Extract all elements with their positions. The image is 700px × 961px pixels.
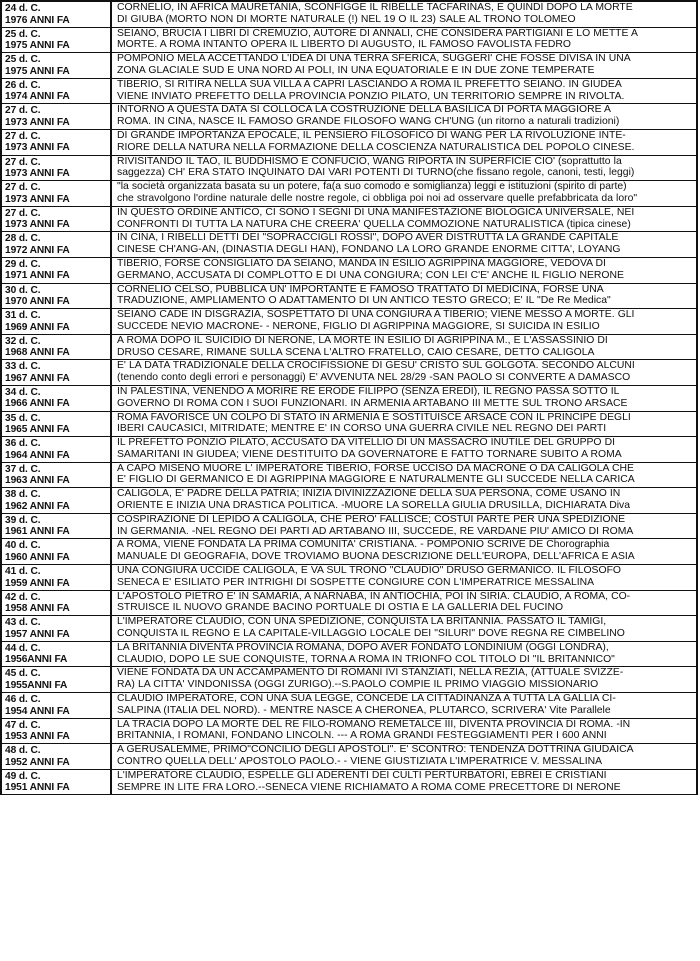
year-label: 45 d. C. — [5, 668, 41, 680]
event-text-line: SALPINA (ITALIA DEL NORD). - MENTRE NASCE A CHERONEA, PLUTARCO, SCRIVERA' Vite Parallele — [117, 704, 611, 716]
year-label: 44 d. C. — [5, 642, 41, 654]
event-text-line: che stravolgono l'ordine naturale delle nostre regole, ci obbliga poi noi ad osservare quelle prefabbricata da loro" — [117, 192, 638, 204]
years-ago-label: 1975 ANNI FA — [5, 40, 70, 52]
event-text-cell — [112, 463, 698, 488]
event-text-cell — [112, 693, 698, 718]
years-ago-label: 1957 ANNI FA — [5, 628, 70, 640]
event-text-cell — [112, 616, 698, 641]
event-text-cell — [112, 770, 698, 795]
timeline-row — [2, 616, 698, 642]
event-text-line: IBERI CAUCASICI, MITRIDATE; MENTRE E' IN CORSO UNA GUERRA CIVILE NEL REGNO DEI PARTI — [117, 423, 607, 435]
years-ago-label: 1970 ANNI FA — [5, 296, 70, 308]
date-cell — [2, 539, 112, 564]
event-text-line: MORTE. A ROMA INTANTO OPERA IL LIBERTO DI AUGUSTO, IL FAMOSO FAVOLISTA FEDRO — [117, 39, 571, 51]
date-cell — [2, 284, 112, 309]
timeline-row — [2, 770, 698, 796]
years-ago-label: 1963 ANNI FA — [5, 475, 70, 487]
years-ago-label: 1973 ANNI FA — [5, 168, 70, 180]
event-text-line: IN CINA, I RIBELLI DETTI DEI "SOPRACCIGLI ROSSI", DOPO AVER DISTRUTTA LA GRANDE CAPITALE — [117, 232, 619, 244]
year-label: 33 d. C. — [5, 361, 41, 373]
years-ago-label: 1962 ANNI FA — [5, 500, 70, 512]
year-label: 26 d. C. — [5, 79, 41, 91]
event-text-cell — [112, 642, 698, 667]
date-cell — [2, 667, 112, 692]
year-label: 48 d. C. — [5, 745, 41, 757]
date-cell — [2, 360, 112, 385]
event-text-line: A GERUSALEMME, PRIMO"CONCILIO DEGLI APOSTOLI". E' SCONTRO: TENDENZA DOTTRINA GIUDAICA — [117, 744, 634, 756]
event-text-line: CORNELIO CELSO, PUBBLICA UN' IMPORTANTE E FAMOSO TRATTATO DI MEDICINA, FORSE UNA — [117, 283, 604, 295]
timeline-row — [2, 258, 698, 284]
years-ago-label: 1967 ANNI FA — [5, 372, 70, 384]
event-text-line: SEIANO, BRUCIA I LIBRI DI CREMUZIO, AUTORE DI ANNALI, CHE CONSIDERA PARTIGIANI E LO METTE A — [117, 27, 638, 39]
event-text-line: TRADUZIONE, AMPLIAMENTO O ADATTAMENTO DI UN ANTICO TESTO GRECO; E' IL "De Re Medica" — [117, 295, 611, 307]
date-cell — [2, 642, 112, 667]
year-label: 42 d. C. — [5, 591, 41, 603]
event-text-line: A ROMA, VIENE FONDATA LA PRIMA COMUNITA' CRISTIANA. - POMPONIO SCRIVE DE Chorographia — [117, 539, 610, 551]
year-label: 35 d. C. — [5, 412, 41, 424]
event-text-line: DI GIUBA (MORTO NON DI MORTE NATURALE (!) NEL 19 O IL 23) SALE AL TRONO TOLOMEO — [117, 13, 576, 25]
date-cell — [2, 130, 112, 155]
timeline-row — [2, 156, 698, 182]
event-text-cell — [112, 412, 698, 437]
year-label: 46 d. C. — [5, 694, 41, 706]
event-text-line: VIENE INVIATO PREFETTO DELLA PROVINCIA PONZIO PILATO, UN TERRITORIO SEMPRE IN RIVOLTA. — [117, 90, 625, 102]
event-text-cell — [112, 386, 698, 411]
event-text-cell — [112, 744, 698, 769]
event-text-line: L'IMPERATORE CLAUDIO, ESPELLE GLI ADERENTI DEI CULTI PERTURBATORI, EBREI E CRISTIANI — [117, 769, 607, 781]
year-label: 39 d. C. — [5, 514, 41, 526]
timeline-row — [2, 284, 698, 310]
event-text-cell — [112, 104, 698, 129]
years-ago-label: 1958 ANNI FA — [5, 603, 70, 615]
years-ago-label: 1955ANNI FA — [5, 679, 68, 691]
timeline-row — [2, 232, 698, 258]
timeline-row — [2, 437, 698, 463]
years-ago-label: 1968 ANNI FA — [5, 347, 70, 359]
event-text-line: CORNELIO, IN AFRICA MAURETANIA, SCONFIGGE IL RIBELLE TACFARINAS, E QUINDI DOPO LA MORTE — [117, 2, 633, 13]
years-ago-label: 1975 ANNI FA — [5, 65, 70, 77]
date-cell — [2, 719, 112, 744]
event-text-line: "la società organizzata basata su un potere, fa(a suo comodo e somiglianza) leggi e istituzioni (spirito di parte) — [117, 181, 627, 193]
event-text-line: LA BRITANNIA DIVENTA PROVINCIA ROMANA, DOPO AVER FONDATO LONDINIUM (OGGI LONDRA), — [117, 641, 609, 653]
event-text-cell — [112, 591, 698, 616]
event-text-line: POMPONIO MELA ACCETTANDO L'IDEA DI UNA TERRA SFERICA, SUGGERI' CHE FOSSE DIVISA IN UNA — [117, 53, 631, 65]
timeline-row — [2, 744, 698, 770]
date-cell — [2, 156, 112, 181]
event-text-line: CINESE CH'ANG-AN, (DINASTIA DEGLI HAN), FONDANO LA LORO GRANDE ENORME CITTA', LOYANG — [117, 244, 621, 256]
event-text-line: ROMA FAVORISCE UN COLPO DI STATO IN ARMENIA E SOSTITUISCE ARSACE CON IL PRINCIPE DEGLI — [117, 411, 631, 423]
event-text-cell — [112, 181, 698, 206]
event-text-line: GOVERNO DI ROMA CON I SUOI FUNZIONARI. IN ARMENIA ARTABANO III METTE SUL TRONO ARSACE — [117, 397, 628, 409]
event-text-cell — [112, 514, 698, 539]
timeline-row — [2, 360, 698, 386]
date-cell — [2, 207, 112, 232]
year-label: 49 d. C. — [5, 770, 41, 782]
years-ago-label: 1959 ANNI FA — [5, 577, 70, 589]
year-label: 47 d. C. — [5, 719, 41, 731]
timeline-row — [2, 181, 698, 207]
event-text-line: L'APOSTOLO PIETRO E' IN SAMARIA, A NARNABA, IN ANTIOCHIA, POI IN SIRIA. CLAUDIO, A ROMA, CO- — [117, 590, 631, 602]
year-label: 43 d. C. — [5, 617, 41, 629]
event-text-cell — [112, 130, 698, 155]
event-text-line: A CAPO MISENO MUORE L' IMPERATORE TIBERIO, FORSE UCCISO DA MACRONE O DA CALIGOLA CHE — [117, 462, 634, 474]
years-ago-label: 1964 ANNI FA — [5, 449, 70, 461]
years-ago-label: 1973 ANNI FA — [5, 116, 70, 128]
event-text-line: ROMA. IN CINA, NASCE IL FAMOSO GRANDE FILOSOFO WANG CH'UNG (un ritorno a naturali tradizioni) — [117, 116, 620, 128]
event-text-cell — [112, 28, 698, 53]
year-label: 31 d. C. — [5, 310, 41, 322]
event-text-line: A ROMA DOPO IL SUICIDIO DI NERONE, LA MORTE IN ESILIO DI AGRIPPINA M., E L'ASSASSINIO DI — [117, 334, 608, 346]
year-label: 27 d. C. — [5, 207, 41, 219]
date-cell — [2, 488, 112, 513]
timeline-row — [2, 488, 698, 514]
year-label: 40 d. C. — [5, 540, 41, 552]
event-text-line: L'IMPERATORE CLAUDIO, CON UNA SPEDIZIONE, CONQUISTA LA BRITANNIA. PASSATO IL TAMIGI, — [117, 616, 607, 628]
year-label: 25 d. C. — [5, 28, 41, 40]
event-text-cell — [112, 309, 698, 334]
event-text-cell — [112, 565, 698, 590]
year-label: 28 d. C. — [5, 233, 41, 245]
years-ago-label: 1954 ANNI FA — [5, 705, 70, 717]
event-text-cell — [112, 335, 698, 360]
date-cell — [2, 412, 112, 437]
event-text-line: GERMANO, ACCUSATA DI COMPLOTTO E DI UNA CONGIURA; CON LEI C'E' ANCHE IL FIGLIO NERONE — [117, 269, 624, 281]
event-text-line: RIORE DELLA NATURA NELLA FORMAZIONE DELLA COSCIENZA NATURALISTICA DEL POPOLO CINESE. — [117, 141, 635, 153]
date-cell — [2, 2, 112, 27]
event-text-line: IL PREFETTO PONZIO PILATO, ACCUSATO DA VITELLIO DI UN MASSACRO INUTILE DEL GRUPPO DI — [117, 437, 615, 449]
year-label: 32 d. C. — [5, 335, 41, 347]
event-text-cell — [112, 719, 698, 744]
year-label: 25 d. C. — [5, 54, 41, 66]
event-text-line: BRITANNIA, I ROMANI, FONDANO LINCOLN. --- A ROMA GRANDI FESTEGGIAMENTI PER I 600 ANNI — [117, 730, 607, 742]
year-label: 27 d. C. — [5, 130, 41, 142]
event-text-line: LA TRACIA DOPO LA MORTE DEL RE FILO-ROMANO REMETALCE III, DIVENTA PROVINCIA DI ROMA. -IN — [117, 718, 631, 730]
event-text-cell — [112, 156, 698, 181]
year-label: 36 d. C. — [5, 438, 41, 450]
event-text-line: CLAUDIO IMPERATORE, CON UNA SUA LEGGE, CONCEDE LA CITTADINANZA A TUTTA LA GALLIA CI- — [117, 693, 616, 705]
years-ago-label: 1961 ANNI FA — [5, 526, 70, 538]
timeline-row — [2, 335, 698, 361]
timeline-row — [2, 514, 698, 540]
event-text-cell — [112, 488, 698, 513]
timeline-row — [2, 719, 698, 745]
year-label: 27 d. C. — [5, 156, 41, 168]
event-text-cell — [112, 2, 698, 27]
event-text-cell — [112, 539, 698, 564]
event-text-line: E' LA DATA TRADIZIONALE DELLA CROCIFISSIONE DI GESU' CRISTO SUL GOLGOTA. SECONDO ALCUNI — [117, 360, 635, 372]
years-ago-label: 1974 ANNI FA — [5, 91, 70, 103]
timeline-row — [2, 309, 698, 335]
years-ago-label: 1960 ANNI FA — [5, 551, 70, 563]
timeline-row — [2, 2, 698, 28]
date-cell — [2, 463, 112, 488]
event-text-line: saggezza) CH' ERA STATO INQUINATO DAI VARI POTENTI DI TURNO(che fissano regole, canoni, testi, leggi) — [117, 167, 635, 179]
years-ago-label: 1966 ANNI FA — [5, 398, 70, 410]
date-cell — [2, 693, 112, 718]
year-label: 38 d. C. — [5, 489, 41, 501]
event-text-line: SUCCEDE NEVIO MACRONE- - NERONE, FIGLIO DI AGRIPPINA MAGGIORE, SI SUICIDA IN ESILIO — [117, 320, 600, 332]
timeline-row — [2, 386, 698, 412]
timeline-row — [2, 463, 698, 489]
event-text-line: DRUSO CESARE, RIMANE SULLA SCENA L'ALTRO FRATELLO, CAIO CESARE, DETTO CALIGOLA — [117, 346, 595, 358]
date-cell — [2, 79, 112, 104]
year-label: 41 d. C. — [5, 566, 41, 578]
timeline-row — [2, 693, 698, 719]
event-text-line: SEIANO CADE IN DISGRAZIA, SOSPETTATO DI UNA CONGIURA A TIBERIO; VIENE MESSO A MORTE. GLI — [117, 309, 635, 321]
date-cell — [2, 514, 112, 539]
event-text-line: CLAUDIO, DOPO LE SUE CONQUISTE, TORNA A ROMA IN TRIONFO COL TITOLO DI "IL BRITANNICO" — [117, 653, 615, 665]
date-cell — [2, 616, 112, 641]
year-label: 34 d. C. — [5, 386, 41, 398]
event-text-line: CONFRONTI DI TUTTA LA NATURA CHE CREERA' QUELLA COMMOZIONE NATURALISTICA (tipica cinese) — [117, 218, 631, 230]
event-text-line: VIENE FONDATA DA UN ACCAMPAMENTO DI ROMANI IVI STANZIATI, NELLA REZIA, (ATTUALE SVIZZE- — [117, 667, 624, 679]
event-text-cell — [112, 79, 698, 104]
timeline-row — [2, 207, 698, 233]
date-cell — [2, 770, 112, 795]
event-text-line: RIVISITANDO IL TAO, IL BUDDHISMO E CONFUCIO, WANG RIPORTA IN SUPERFICIE CIO' (soprattutto la — [117, 155, 622, 167]
date-cell — [2, 591, 112, 616]
timeline-row — [2, 565, 698, 591]
event-text-line: E' FIGLIO DI GERMANICO E DI AGRIPPINA MAGGIORE E NATURALMENTE GLI SUCCEDE NELLA CARICA — [117, 474, 635, 486]
year-label: 24 d. C. — [5, 3, 41, 14]
event-text-line: SAMARITANI IN GIUDEA; VIENE DESTITUITO DA GOVERNATORE E FATTO TORNARE SUBITO A ROMA — [117, 448, 622, 460]
timeline-row — [2, 53, 698, 79]
year-label: 27 d. C. — [5, 105, 41, 117]
timeline-row — [2, 642, 698, 668]
years-ago-label: 1973 ANNI FA — [5, 219, 70, 231]
timeline-row — [2, 539, 698, 565]
event-text-line: CALIGOLA, E' PADRE DELLA PATRIA; INIZIA DIVINIZZAZIONE DELLA SUA PERSONA, COME USANO IN — [117, 488, 621, 500]
date-cell — [2, 28, 112, 53]
event-text-line: IN PALESTINA, VENENDO A MORIRE RE ERODE FILIPPO (SENZA EREDI), IL REGNO PASSA SOTTO IL — [117, 385, 620, 397]
timeline-row — [2, 79, 698, 105]
years-ago-label: 1951 ANNI FA — [5, 782, 70, 794]
event-text-cell — [112, 360, 698, 385]
event-text-line: TIBERIO, SI RITIRA NELLA SUA VILLA A CAPRI LASCIANDO A ROMA IL PREFETTO SEIANO. IN GIUDEA — [117, 78, 622, 90]
date-cell — [2, 309, 112, 334]
years-ago-label: 1972 ANNI FA — [5, 244, 70, 256]
event-text-cell — [112, 53, 698, 78]
timeline-row — [2, 591, 698, 617]
date-cell — [2, 565, 112, 590]
date-cell — [2, 232, 112, 257]
years-ago-label: 1976 ANNI FA — [5, 14, 70, 26]
event-text-line: SEMPRE IN LITE FRA LORO.--SENECA VIENE RICHIAMATO A ROMA COME PRECETTORE DI NERONE — [117, 781, 621, 793]
date-cell — [2, 104, 112, 129]
years-ago-label: 1953 ANNI FA — [5, 731, 70, 743]
date-cell — [2, 437, 112, 462]
event-text-line: ZONA GLACIALE SUD E UNA NORD AI POLI, IN UNA EQUATORIALE E IN DUE ZONE TEMPERATE — [117, 64, 595, 76]
years-ago-label: 1971 ANNI FA — [5, 270, 70, 282]
years-ago-label: 1969 ANNI FA — [5, 321, 70, 333]
event-text-line: CONQUISTA IL REGNO E LA CAPITALE-VILLAGGIO LOCALE DEI "SILURI" DOVE REGNA RE CIMBELINO — [117, 628, 625, 640]
years-ago-label: 1973 ANNI FA — [5, 142, 70, 154]
event-text-line: ORIENTE E INIZIA UNA DRASTICA POLITICA. -MUORE LA SORELLA GIULIA DRUSILLA, DICHIARATA Diva — [117, 500, 631, 512]
event-text-cell — [112, 667, 698, 692]
timeline-row — [2, 130, 698, 156]
event-text-line: CONTRO QUELLA DELL' APOSTOLO PAOLO.- - VIENE GIUSTIZIATA L'IMPERATRICE V. MESSALINA — [117, 756, 603, 768]
event-text-line: COSPIRAZIONE DI LEPIDO A CALIGOLA, CHE PERO' FALLISCE; COSTUI PARTE PER UNA SPEDIZIONE — [117, 513, 626, 525]
event-text-line: SENECA E' ESILIATO PER INTRIGHI DI SOSPETTE CONGIURE CON L'IMPERATRICE MESSALINA — [117, 576, 595, 588]
timeline-row — [2, 104, 698, 130]
event-text-line: UNA CONGIURA UCCIDE CALIGOLA, E VA SUL TRONO "CLAUDIO" DRUSO GERMANICO. IL FILOSOFO — [117, 565, 621, 577]
date-cell — [2, 386, 112, 411]
event-text-line: MANUALE DI GEOGRAFIA, DOVE TROVIAMO BUONA DESCRIZIONE DELL'EUROPA, DELL'AFRICA E ASIA — [117, 551, 635, 563]
date-cell — [2, 744, 112, 769]
date-cell — [2, 181, 112, 206]
date-cell — [2, 335, 112, 360]
event-text-cell — [112, 437, 698, 462]
event-text-line: (tenendo conto degli errori e personaggi) E' AVVENUTA NEL 28/29 -SAN PAOLO SI CONVERTE A DAMASCO — [117, 372, 631, 384]
event-text-cell — [112, 258, 698, 283]
years-ago-label: 1965 ANNI FA — [5, 424, 70, 435]
years-ago-label: 1956ANNI FA — [5, 654, 68, 666]
event-text-line: INTORNO A QUESTA DATA SI COLLOCA LA COSTRUZIONE DELLA BASILICA DI PORTA MAGGIORE A — [117, 104, 611, 116]
event-text-line: STRUISCE IL NUOVO GRANDE BACINO PORTUALE DI OSTIA E LA GALLERIA DEL FUCINO — [117, 602, 564, 614]
event-text-cell — [112, 207, 698, 232]
event-text-line: RA) LA CITTA' VINDONISSA (OGGI ZURIGO).--S.PAOLO COMPIE IL PRIMO VIAGGIO MISSIONARIO — [117, 679, 599, 691]
year-label: 27 d. C. — [5, 182, 41, 194]
date-cell — [2, 258, 112, 283]
event-text-cell — [112, 232, 698, 257]
years-ago-label: 1973 ANNI FA — [5, 193, 70, 205]
year-label: 30 d. C. — [5, 284, 41, 296]
year-label: 37 d. C. — [5, 463, 41, 475]
date-cell — [2, 53, 112, 78]
event-text-cell — [112, 284, 698, 309]
event-text-line: DI GRANDE IMPORTANZA EPOCALE, IL PENSIERO FILOSOFICO DI WANG PER LA RIVOLUZIONE INTE- — [117, 129, 626, 141]
event-text-line: IN GERMANIA. -NEL REGNO DEI PARTI AD ARTABANO III, SUCCEDE, RE VARDANE PIU' AMICO DI ROMA — [117, 525, 634, 537]
event-text-line: TIBERIO, FORSE CONSIGLIATO DA SEIANO, MANDA IN ESILIO AGRIPPINA MAGGIORE, VEDOVA DI — [117, 257, 606, 269]
timeline-row — [2, 28, 698, 54]
years-ago-label: 1952 ANNI FA — [5, 756, 70, 768]
timeline-row — [2, 667, 698, 693]
year-label: 29 d. C. — [5, 258, 41, 270]
event-text-line: IN QUESTO ORDINE ANTICO, CI SONO I SEGNI DI UNA MANIFESTAZIONE BIOLOGICA UNIVERSALE, NEI — [117, 206, 635, 218]
timeline-row — [2, 412, 698, 438]
